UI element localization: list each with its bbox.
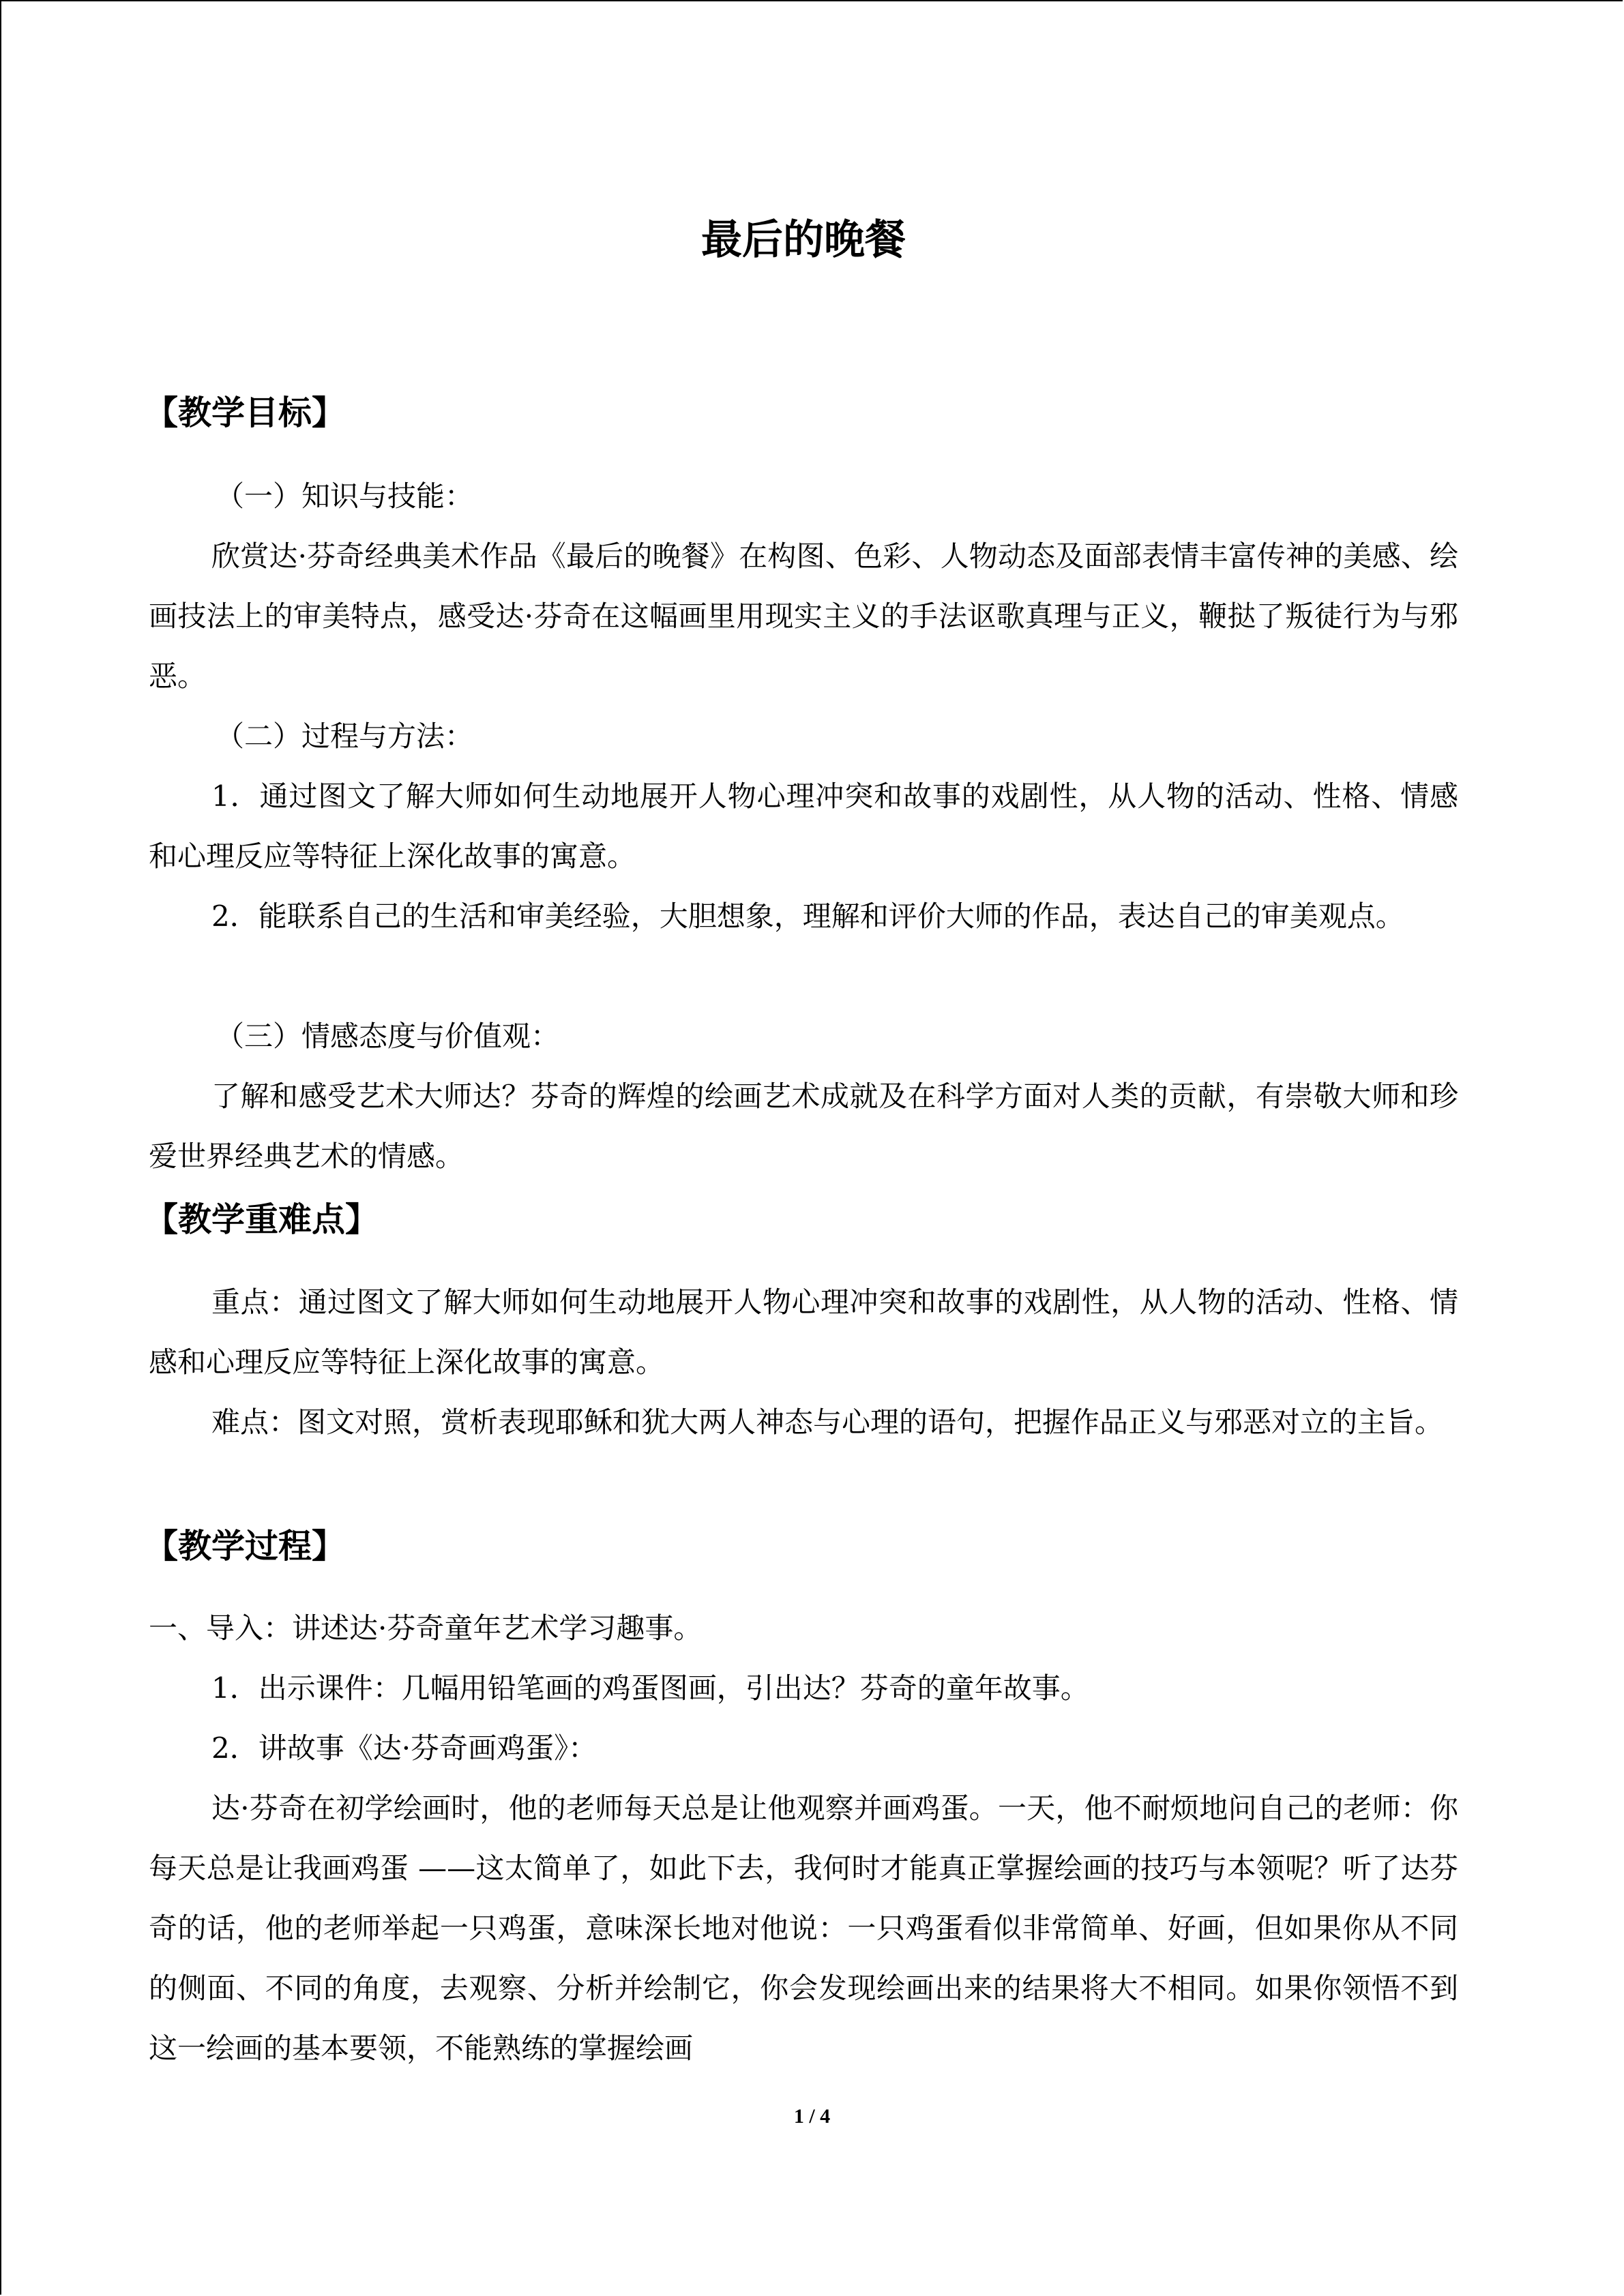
process-story: 达·芬奇在初学绘画时，他的老师每天总是让他观察并画鸡蛋。一天，他不耐烦地问自己的老师：你每天总是让我画鸡蛋 ——这太简单了，如此下去，我何时才能真正掌握绘画的技巧与本领呢？听了达芬奇的话，他的老师举起一只鸡蛋，意味深长地对他说：一只鸡蛋看似非常简单、好画，但如果你从不同的侧面、不同的角度，去观察、分析并绘制它，你会发现绘画出来的结果将大不相同。如果你领悟不到这一绘画的基本要领，不能熟练的掌握绘画 bbox=[149, 1791, 1458, 2065]
heading-objectives: 【教学目标】 bbox=[145, 393, 346, 432]
heading-process: 【教学过程】 bbox=[145, 1527, 346, 1566]
process-item-1: 1．通过图文了解大师如何生动地展开人物心理冲突和故事的戏剧性，从人物的活动、性格、情感和心理反应等特征上深化故事的寓意。 bbox=[149, 779, 1458, 873]
heading-key-points: 【教学重难点】 bbox=[145, 1200, 379, 1239]
knowledge-label: （一）知识与技能： bbox=[216, 479, 474, 513]
process-label: （二）过程与方法： bbox=[216, 719, 474, 753]
process-step-1: 1．出示课件：几幅用铅笔画的鸡蛋图画，引出达？芬奇的童年故事。 bbox=[211, 1671, 1089, 1705]
process-intro: 一、导入：讲述达·芬奇童年艺术学习趣事。 bbox=[149, 1611, 703, 1645]
page-number: 1 / 4 bbox=[793, 2105, 831, 2128]
knowledge-text: 欣赏达·芬奇经典美术作品《最后的晚餐》在构图、色彩、人物动态及面部表情丰富传神的美感、绘画技法上的审美特点，感受达·芬奇在这幅画里用现实主义的手法讴歌真理与正义，鞭挞了叛徒行为与邪恶。 bbox=[149, 539, 1458, 693]
document-title: 最后的晚餐 bbox=[701, 216, 906, 264]
emotion-label: （三）情感态度与价值观： bbox=[216, 1019, 560, 1053]
emotion-text: 了解和感受艺术大师达？芬奇的辉煌的绘画艺术成就及在科学方面对人类的贡献，有崇敬大师和珍爱世界经典艺术的情感。 bbox=[149, 1079, 1458, 1173]
process-step-2: 2．讲故事《达·芬奇画鸡蛋》： bbox=[211, 1731, 597, 1765]
key-point-focus: 重点：通过图文了解大师如何生动地展开人物心理冲突和故事的戏剧性，从人物的活动、性格、情感和心理反应等特征上深化故事的寓意。 bbox=[149, 1285, 1458, 1379]
process-item-2: 2．能联系自己的生活和审美经验，大胆想象，理解和评价大师的作品，表达自己的审美观点。 bbox=[211, 899, 1404, 933]
key-point-difficulty: 难点：图文对照，赏析表现耶稣和犹大两人神态与心理的语句，把握作品正义与邪恶对立的主旨。 bbox=[211, 1405, 1444, 1439]
